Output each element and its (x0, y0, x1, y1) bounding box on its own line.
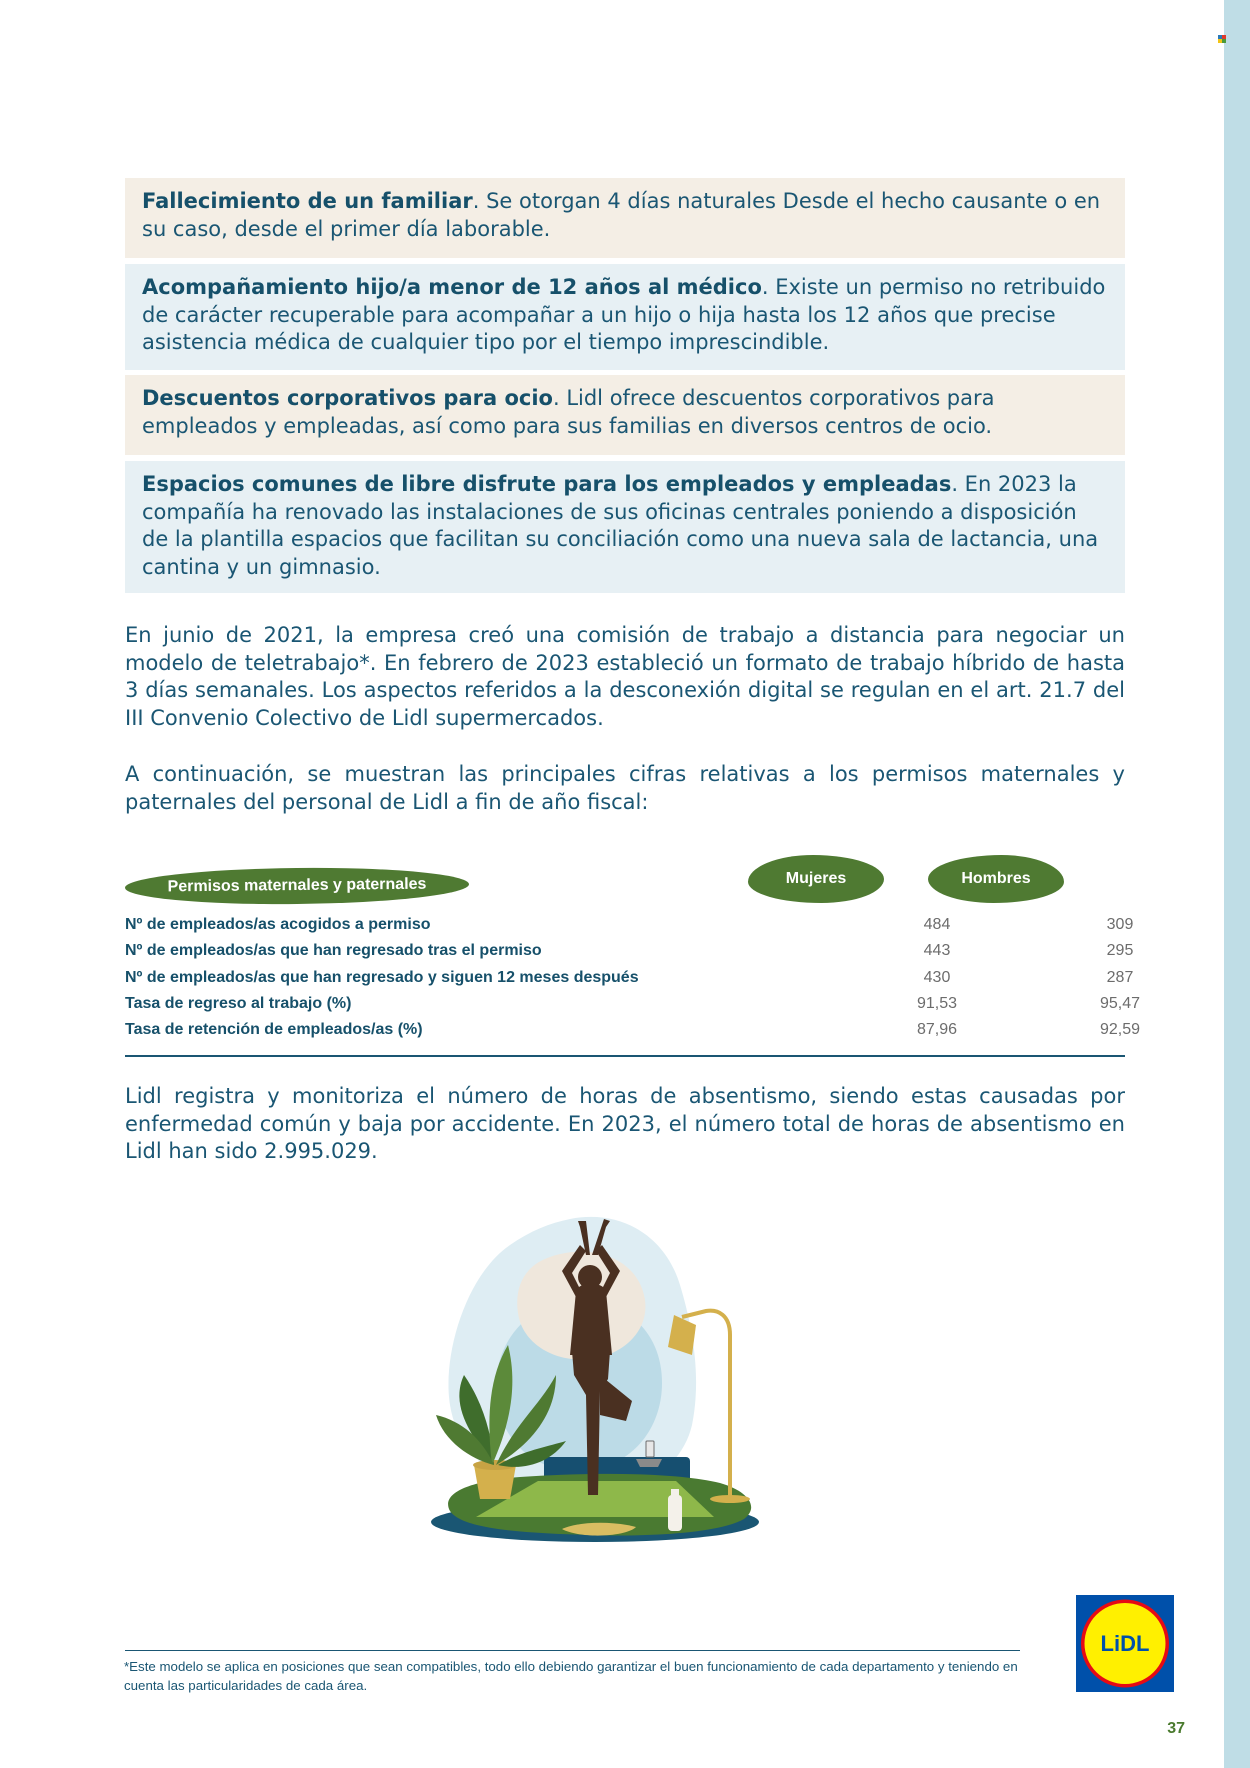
value-men: 309 (1106, 916, 1134, 933)
absence-paragraph: Lidl registra y monitoriza el número de horas de absentismo, siendo estas causadas por enfermedad común y baja por accidente. En 2023, el número total de horas de absentismo en Lidl han sido 2.995.029. (125, 1084, 1125, 1164)
intro-paragraph: A continuación, se muestran las principales cifras relativas a los permisos maternales y paternales del personal de Lidl a fin de año fiscal: (125, 762, 1125, 814)
row-label: Tasa de regreso al trabajo (%) (125, 995, 352, 1012)
table-row (125, 969, 1134, 995)
benefit-box-common-spaces (125, 461, 1125, 593)
footnote-rule (125, 1650, 1020, 1651)
benefit-title: Descuentos corporativos para ocio (142, 386, 553, 410)
lidl-logo (1076, 1595, 1174, 1692)
value-women: 443 (923, 942, 951, 959)
benefit-body: . Se otorgan 4 días naturales Desde el hecho causante o en su caso, desde el primer día laborable. (142, 189, 1101, 241)
value-women: 484 (923, 916, 951, 933)
value-men: 287 (1106, 969, 1134, 986)
side-color-band (1224, 0, 1250, 1768)
column-header-men: Hombres (928, 855, 1064, 903)
value-women: 87,96 (916, 1021, 958, 1038)
benefit-title: Acompañamiento hijo/a menor de 12 años al médico (142, 275, 762, 299)
bottle (668, 1495, 682, 1531)
table-header-pill: Permisos maternales y paternales (125, 866, 469, 906)
color-mark (1218, 35, 1226, 43)
row-label: Nº de empleados/as que han regresado y siguen 12 meses después (125, 969, 639, 986)
benefit-title: Fallecimiento de un familiar (142, 189, 473, 213)
row-label: Nº de empleados/as que han regresado tras el permiso (125, 942, 542, 959)
yoga-illustration (430, 1215, 780, 1545)
lamp-base (710, 1495, 750, 1503)
logo-wordmark: LiDL (1100, 1631, 1150, 1656)
bowl (636, 1459, 662, 1467)
value-men: 92,59 (1099, 1021, 1141, 1038)
footnote: *Este modelo se aplica en posiciones que sean compatibles, todo ello debiendo garantizar el buen funcionamiento de cada departamento y teniendo en cuenta las particularidades de cada área. (124, 1659, 1018, 1693)
benefit-body: . En 2023 la compañía ha renovado las instalaciones de sus oficinas centrales poniendo a disposición de la plantilla espacios que facilitan su conciliación como una nueva sala de lactancia, una cantina y un gimnasio. (142, 472, 1099, 579)
table-bottom-rule (125, 1055, 1125, 1057)
page-number: 37 (1167, 1720, 1185, 1737)
phone (646, 1441, 654, 1457)
table-row (125, 942, 1134, 968)
value-men: 95,47 (1099, 995, 1141, 1012)
value-women: 91,53 (916, 995, 958, 1012)
row-label: Tasa de retención de empleados/as (%) (125, 1021, 423, 1038)
benefit-body: . Existe un permiso no retribuido de carácter recuperable para acompañar a un hijo o hija hasta los 12 años que precise asistencia médica de cualquier tipo por el tiempo imprescindible. (142, 275, 1106, 354)
table-row (125, 916, 1134, 942)
telework-paragraph: En junio de 2021, la empresa creó una comisión de trabajo a distancia para negociar un modelo de teletrabajo*. En febrero de 2023 estableció un formato de trabajo híbrido de hasta 3 días semanales. Los aspectos referidos a la desconexión digital se regulan en el art. 21.7 del III Convenio Colectivo de Lidl supermercados. (125, 623, 1125, 731)
value-men: 295 (1106, 942, 1134, 959)
table-row (125, 995, 1141, 1021)
benefit-box-medical (125, 264, 1125, 370)
benefit-body: . Lidl ofrece descuentos corporativos para empleados y empleadas, así como para sus familias en diversos centros de ocio. (142, 386, 995, 438)
bottle-cap (671, 1489, 679, 1497)
table-row (125, 1021, 1141, 1047)
row-label: Nº de empleados/as acogidos a permiso (125, 916, 431, 933)
benefit-box-bereavement (125, 178, 1125, 258)
benefit-title: Espacios comunes de libre disfrute para los empleados y empleadas (142, 472, 952, 496)
value-women: 430 (923, 969, 951, 986)
benefit-box-discounts (125, 375, 1125, 455)
pot (474, 1465, 516, 1499)
column-header-women: Mujeres (748, 855, 884, 903)
